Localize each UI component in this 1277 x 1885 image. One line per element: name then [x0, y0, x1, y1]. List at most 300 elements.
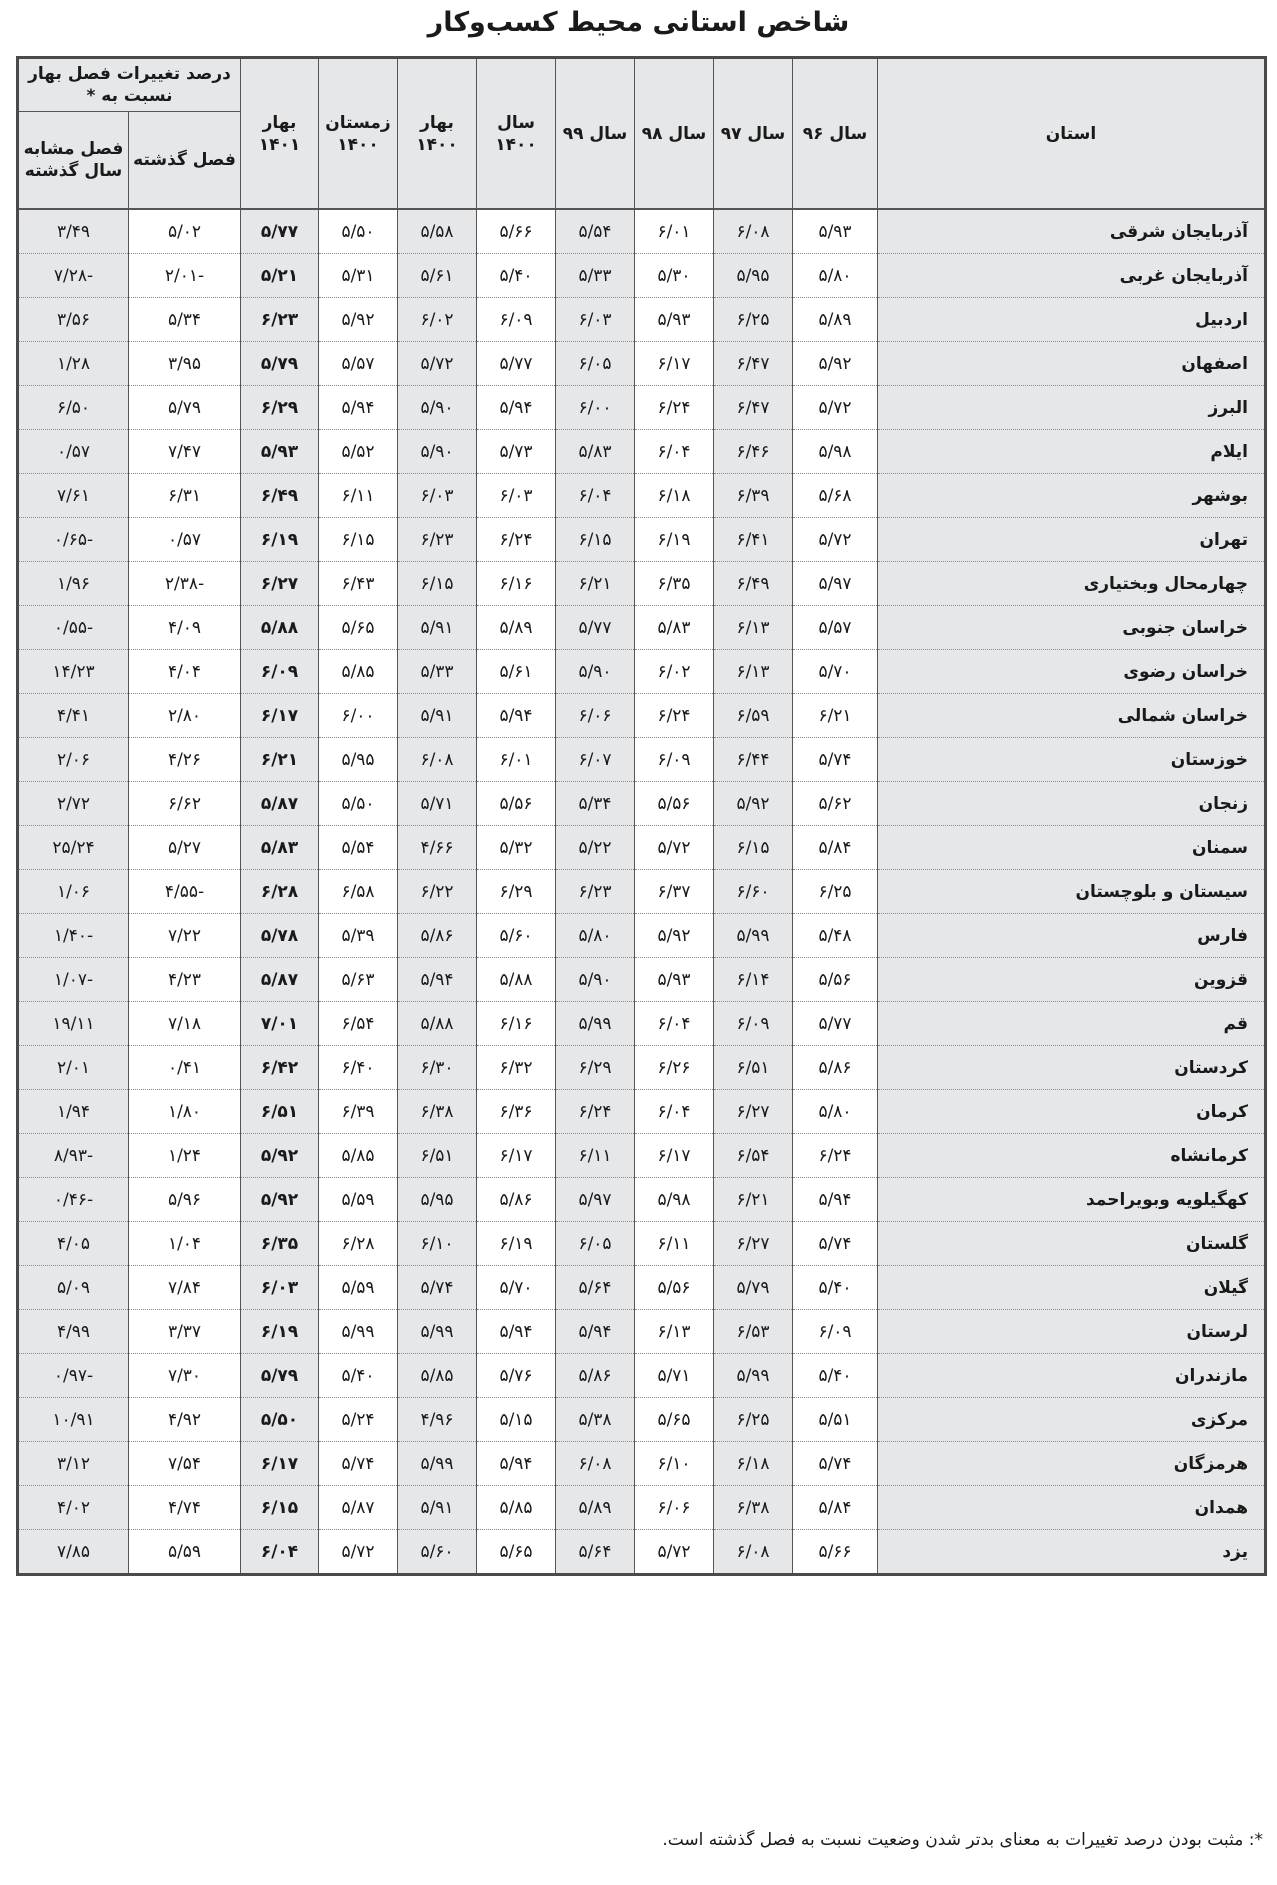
table-row: [18, 298, 1266, 342]
cell-year-99: ۶/۰۰: [556, 386, 635, 430]
cell-year-96: ۶/۰۹: [793, 1310, 878, 1354]
header-year-1400: سال ۱۴۰۰: [477, 58, 556, 210]
table-row: [18, 474, 1266, 518]
cell-winter-1400: ۶/۵۴: [319, 1002, 398, 1046]
cell-province: قزوین: [878, 958, 1266, 1002]
cell-year-96: ۵/۶۲: [793, 782, 878, 826]
cell-prev-season-change: ۱/۸۰: [129, 1090, 241, 1134]
cell-spring-1401: ۵/۷۸: [241, 914, 319, 958]
cell-year-96: ۶/۲۴: [793, 1134, 878, 1178]
cell-year-98: ۶/۱۳: [635, 1310, 714, 1354]
cell-year-97: ۶/۱۴: [714, 958, 793, 1002]
cell-year-98: ۵/۷۲: [635, 826, 714, 870]
table-row: [18, 606, 1266, 650]
cell-year-97: ۶/۴۴: [714, 738, 793, 782]
cell-prev-season-change: ۷/۳۰: [129, 1354, 241, 1398]
header-winter-1400: زمستان ۱۴۰۰: [319, 58, 398, 210]
cell-year-99: ۶/۰۴: [556, 474, 635, 518]
cell-year-1400: ۶/۱۷: [477, 1134, 556, 1178]
cell-year-1400: ۵/۶۱: [477, 650, 556, 694]
cell-winter-1400: ۵/۶۳: [319, 958, 398, 1002]
cell-same-season-change: ۷/۸۵: [18, 1530, 129, 1575]
cell-spring-1400: ۴/۹۶: [398, 1398, 477, 1442]
cell-spring-1401: ۵/۷۹: [241, 1354, 319, 1398]
cell-province: کردستان: [878, 1046, 1266, 1090]
cell-year-96: ۵/۵۶: [793, 958, 878, 1002]
cell-year-1400: ۶/۲۴: [477, 518, 556, 562]
table-row: [18, 694, 1266, 738]
cell-year-99: ۶/۲۴: [556, 1090, 635, 1134]
cell-spring-1400: ۵/۷۱: [398, 782, 477, 826]
cell-year-96: ۵/۹۷: [793, 562, 878, 606]
cell-spring-1400: ۶/۳۸: [398, 1090, 477, 1134]
cell-year-96: ۵/۹۲: [793, 342, 878, 386]
cell-year-1400: ۵/۷۷: [477, 342, 556, 386]
table-row: [18, 342, 1266, 386]
cell-year-97: ۶/۰۸: [714, 1530, 793, 1575]
cell-spring-1401: ۵/۹۲: [241, 1134, 319, 1178]
table-row: [18, 1354, 1266, 1398]
cell-spring-1400: ۶/۵۱: [398, 1134, 477, 1178]
table-row: [18, 870, 1266, 914]
cell-year-1400: ۶/۰۹: [477, 298, 556, 342]
header-prev-season: فصل گذشته: [129, 112, 241, 210]
cell-year-97: ۶/۴۶: [714, 430, 793, 474]
cell-year-98: ۵/۸۳: [635, 606, 714, 650]
table-row: [18, 782, 1266, 826]
cell-spring-1401: ۶/۲۱: [241, 738, 319, 782]
cell-year-98: ۵/۷۲: [635, 1530, 714, 1575]
cell-prev-season-change: ۱/۰۴: [129, 1222, 241, 1266]
cell-year-98: ۵/۹۲: [635, 914, 714, 958]
table-row: [18, 1046, 1266, 1090]
cell-spring-1400: ۵/۹۰: [398, 430, 477, 474]
cell-spring-1401: ۶/۴۲: [241, 1046, 319, 1090]
cell-year-96: ۵/۸۰: [793, 1090, 878, 1134]
cell-year-1400: ۵/۵۶: [477, 782, 556, 826]
cell-winter-1400: ۵/۵۹: [319, 1266, 398, 1310]
cell-same-season-change: ۱/۹۴: [18, 1090, 129, 1134]
cell-province: فارس: [878, 914, 1266, 958]
cell-year-96: ۵/۷۴: [793, 738, 878, 782]
cell-winter-1400: ۵/۳۱: [319, 254, 398, 298]
cell-prev-season-change: ۷/۲۲: [129, 914, 241, 958]
cell-province: لرستان: [878, 1310, 1266, 1354]
cell-prev-season-change: ۵/۳۴: [129, 298, 241, 342]
cell-year-97: ۶/۲۷: [714, 1090, 793, 1134]
cell-year-98: ۶/۱۸: [635, 474, 714, 518]
cell-spring-1401: ۶/۲۷: [241, 562, 319, 606]
cell-year-1400: ۵/۸۸: [477, 958, 556, 1002]
cell-spring-1400: ۶/۰۲: [398, 298, 477, 342]
cell-winter-1400: ۵/۴۰: [319, 1354, 398, 1398]
cell-year-97: ۶/۵۳: [714, 1310, 793, 1354]
cell-year-99: ۵/۹۰: [556, 650, 635, 694]
province-index-table: [16, 56, 1267, 1576]
header-year-99: سال ۹۹: [556, 58, 635, 210]
cell-year-1400: ۵/۶۶: [477, 209, 556, 254]
cell-year-96: ۵/۴۰: [793, 1266, 878, 1310]
cell-spring-1401: ۶/۱۷: [241, 694, 319, 738]
cell-year-99: ۶/۱۱: [556, 1134, 635, 1178]
cell-year-99: ۶/۲۳: [556, 870, 635, 914]
table-row: [18, 1442, 1266, 1486]
cell-winter-1400: ۵/۵۰: [319, 209, 398, 254]
cell-year-96: ۵/۶۶: [793, 1530, 878, 1575]
cell-year-99: ۵/۹۰: [556, 958, 635, 1002]
cell-year-1400: ۵/۳۲: [477, 826, 556, 870]
cell-spring-1400: ۵/۸۸: [398, 1002, 477, 1046]
cell-winter-1400: ۶/۴۳: [319, 562, 398, 606]
cell-year-99: ۵/۸۹: [556, 1486, 635, 1530]
cell-year-99: ۵/۹۹: [556, 1002, 635, 1046]
cell-prev-season-change: ۵/۲۷: [129, 826, 241, 870]
cell-year-96: ۵/۶۸: [793, 474, 878, 518]
cell-same-season-change: ۵/۰۹: [18, 1266, 129, 1310]
cell-year-1400: ۶/۰۱: [477, 738, 556, 782]
cell-year-1400: ۵/۸۶: [477, 1178, 556, 1222]
cell-prev-season-change: -۴/۵۵: [129, 870, 241, 914]
cell-winter-1400: ۵/۲۴: [319, 1398, 398, 1442]
cell-spring-1401: ۶/۱۷: [241, 1442, 319, 1486]
cell-province: هرمزگان: [878, 1442, 1266, 1486]
cell-year-1400: ۵/۷۶: [477, 1354, 556, 1398]
cell-year-98: ۶/۰۱: [635, 209, 714, 254]
cell-year-99: ۵/۳۸: [556, 1398, 635, 1442]
cell-year-96: ۵/۴۰: [793, 1354, 878, 1398]
cell-prev-season-change: ۰/۵۷: [129, 518, 241, 562]
cell-same-season-change: ۱/۹۶: [18, 562, 129, 606]
cell-year-1400: ۶/۳۶: [477, 1090, 556, 1134]
cell-spring-1400: ۵/۹۰: [398, 386, 477, 430]
cell-prev-season-change: ۳/۹۵: [129, 342, 241, 386]
cell-province: تهران: [878, 518, 1266, 562]
cell-prev-season-change: ۷/۱۸: [129, 1002, 241, 1046]
cell-same-season-change: ۱/۰۶: [18, 870, 129, 914]
cell-spring-1401: ۶/۲۸: [241, 870, 319, 914]
table-row: [18, 430, 1266, 474]
cell-winter-1400: ۵/۳۹: [319, 914, 398, 958]
cell-year-1400: ۵/۷۰: [477, 1266, 556, 1310]
cell-same-season-change: ۱۹/۱۱: [18, 1002, 129, 1046]
cell-spring-1401: ۶/۲۳: [241, 298, 319, 342]
cell-year-99: ۶/۰۷: [556, 738, 635, 782]
cell-province: چهارمحال وبختیاری: [878, 562, 1266, 606]
cell-spring-1401: ۵/۸۷: [241, 782, 319, 826]
cell-year-97: ۵/۷۹: [714, 1266, 793, 1310]
table-row: [18, 1222, 1266, 1266]
cell-winter-1400: ۵/۹۵: [319, 738, 398, 782]
cell-year-98: ۵/۹۳: [635, 958, 714, 1002]
cell-same-season-change: ۶/۵۰: [18, 386, 129, 430]
table-row: [18, 650, 1266, 694]
cell-spring-1400: ۶/۱۰: [398, 1222, 477, 1266]
cell-year-97: ۶/۱۳: [714, 650, 793, 694]
cell-prev-season-change: ۷/۵۴: [129, 1442, 241, 1486]
cell-same-season-change: -۷/۲۸: [18, 254, 129, 298]
cell-spring-1401: ۶/۳۵: [241, 1222, 319, 1266]
cell-spring-1400: ۶/۲۲: [398, 870, 477, 914]
cell-spring-1400: ۴/۶۶: [398, 826, 477, 870]
cell-year-97: ۶/۴۱: [714, 518, 793, 562]
cell-winter-1400: ۶/۵۸: [319, 870, 398, 914]
cell-prev-season-change: ۴/۰۴: [129, 650, 241, 694]
cell-year-98: ۶/۰۴: [635, 1002, 714, 1046]
cell-spring-1401: ۶/۰۹: [241, 650, 319, 694]
table-row: [18, 738, 1266, 782]
cell-same-season-change: -۰/۹۷: [18, 1354, 129, 1398]
cell-year-1400: ۶/۰۳: [477, 474, 556, 518]
cell-year-99: ۵/۳۴: [556, 782, 635, 826]
cell-year-98: ۵/۵۶: [635, 782, 714, 826]
cell-year-99: ۵/۶۴: [556, 1266, 635, 1310]
cell-province: اردبیل: [878, 298, 1266, 342]
cell-province: البرز: [878, 386, 1266, 430]
cell-year-97: ۶/۲۵: [714, 1398, 793, 1442]
cell-year-99: ۵/۳۳: [556, 254, 635, 298]
table-body: [18, 209, 1266, 1575]
cell-year-99: ۵/۸۶: [556, 1354, 635, 1398]
cell-province: ایلام: [878, 430, 1266, 474]
cell-province: خراسان شمالی: [878, 694, 1266, 738]
table-row: [18, 826, 1266, 870]
cell-province: کرمانشاه: [878, 1134, 1266, 1178]
cell-spring-1400: ۶/۰۳: [398, 474, 477, 518]
cell-year-97: ۶/۰۹: [714, 1002, 793, 1046]
cell-spring-1400: ۵/۹۱: [398, 1486, 477, 1530]
cell-winter-1400: ۶/۰۰: [319, 694, 398, 738]
cell-year-96: ۵/۷۲: [793, 386, 878, 430]
cell-year-1400: ۶/۲۹: [477, 870, 556, 914]
cell-province: کرمان: [878, 1090, 1266, 1134]
cell-year-96: ۵/۸۶: [793, 1046, 878, 1090]
cell-winter-1400: ۵/۷۴: [319, 1442, 398, 1486]
table-row: [18, 386, 1266, 430]
cell-year-98: ۶/۳۷: [635, 870, 714, 914]
cell-prev-season-change: ۵/۵۹: [129, 1530, 241, 1575]
cell-winter-1400: ۵/۹۴: [319, 386, 398, 430]
cell-spring-1400: ۵/۶۰: [398, 1530, 477, 1575]
cell-year-97: ۶/۵۹: [714, 694, 793, 738]
header-year-97: سال ۹۷: [714, 58, 793, 210]
cell-same-season-change: ۴/۰۲: [18, 1486, 129, 1530]
cell-province: آذربایجان غربی: [878, 254, 1266, 298]
cell-year-99: ۶/۰۳: [556, 298, 635, 342]
cell-year-97: ۵/۹۹: [714, 914, 793, 958]
table-row: [18, 1178, 1266, 1222]
cell-year-1400: ۵/۹۴: [477, 1310, 556, 1354]
cell-prev-season-change: ۱/۲۴: [129, 1134, 241, 1178]
cell-year-96: ۵/۷۴: [793, 1222, 878, 1266]
cell-year-98: ۶/۳۵: [635, 562, 714, 606]
cell-year-99: ۵/۷۷: [556, 606, 635, 650]
cell-prev-season-change: ۴/۹۲: [129, 1398, 241, 1442]
cell-same-season-change: -۸/۹۳: [18, 1134, 129, 1178]
cell-year-96: ۵/۷۰: [793, 650, 878, 694]
table-row: [18, 1398, 1266, 1442]
table-row: [18, 1266, 1266, 1310]
cell-year-98: ۶/۰۹: [635, 738, 714, 782]
cell-year-96: ۵/۹۳: [793, 209, 878, 254]
cell-province: کهگیلویه وبویراحمد: [878, 1178, 1266, 1222]
cell-year-98: ۵/۷۱: [635, 1354, 714, 1398]
cell-spring-1400: ۵/۵۸: [398, 209, 477, 254]
cell-year-96: ۵/۸۴: [793, 1486, 878, 1530]
cell-year-97: ۶/۳۹: [714, 474, 793, 518]
cell-year-1400: ۵/۸۹: [477, 606, 556, 650]
cell-spring-1400: ۵/۹۱: [398, 694, 477, 738]
cell-year-99: ۵/۶۴: [556, 1530, 635, 1575]
table-row: [18, 914, 1266, 958]
cell-prev-season-change: ۲/۸۰: [129, 694, 241, 738]
cell-winter-1400: ۶/۱۵: [319, 518, 398, 562]
cell-spring-1400: ۶/۲۳: [398, 518, 477, 562]
cell-year-96: ۵/۸۴: [793, 826, 878, 870]
cell-same-season-change: ۲۵/۲۴: [18, 826, 129, 870]
cell-year-1400: ۵/۴۰: [477, 254, 556, 298]
cell-year-97: ۶/۴۷: [714, 386, 793, 430]
cell-same-season-change: ۲/۰۶: [18, 738, 129, 782]
cell-winter-1400: ۵/۸۵: [319, 650, 398, 694]
table-row: [18, 1090, 1266, 1134]
cell-spring-1401: ۶/۴۹: [241, 474, 319, 518]
cell-year-96: ۵/۹۸: [793, 430, 878, 474]
cell-winter-1400: ۶/۲۸: [319, 1222, 398, 1266]
cell-prev-season-change: ۴/۲۳: [129, 958, 241, 1002]
cell-year-99: ۵/۸۰: [556, 914, 635, 958]
cell-winter-1400: ۶/۱۱: [319, 474, 398, 518]
cell-year-96: ۶/۲۵: [793, 870, 878, 914]
cell-spring-1401: ۶/۲۹: [241, 386, 319, 430]
cell-year-98: ۶/۱۰: [635, 1442, 714, 1486]
cell-spring-1401: ۷/۰۱: [241, 1002, 319, 1046]
cell-year-96: ۵/۸۹: [793, 298, 878, 342]
cell-winter-1400: ۵/۵۷: [319, 342, 398, 386]
cell-province: گلستان: [878, 1222, 1266, 1266]
cell-year-98: ۵/۹۸: [635, 1178, 714, 1222]
cell-prev-season-change: ۶/۳۱: [129, 474, 241, 518]
cell-year-98: ۶/۰۶: [635, 1486, 714, 1530]
cell-spring-1400: ۵/۹۱: [398, 606, 477, 650]
cell-year-97: ۵/۹۹: [714, 1354, 793, 1398]
cell-year-97: ۶/۰۸: [714, 209, 793, 254]
cell-year-99: ۵/۸۳: [556, 430, 635, 474]
page-title: شاخص استانی محیط کسب‌وکار: [427, 7, 850, 38]
cell-year-97: ۶/۲۷: [714, 1222, 793, 1266]
cell-year-1400: ۶/۱۹: [477, 1222, 556, 1266]
header-change-group: درصد تغییرات فصل بهار نسبت به *: [18, 58, 241, 112]
cell-spring-1401: ۶/۱۵: [241, 1486, 319, 1530]
cell-same-season-change: -۰/۵۵: [18, 606, 129, 650]
cell-spring-1401: ۵/۲۱: [241, 254, 319, 298]
cell-same-season-change: ۱۴/۲۳: [18, 650, 129, 694]
cell-year-99: ۶/۰۸: [556, 1442, 635, 1486]
cell-spring-1401: ۶/۰۴: [241, 1530, 319, 1575]
cell-year-98: ۶/۰۴: [635, 430, 714, 474]
table-row: [18, 518, 1266, 562]
cell-year-98: ۶/۲۴: [635, 386, 714, 430]
cell-year-96: ۵/۷۲: [793, 518, 878, 562]
cell-same-season-change: ۳/۵۶: [18, 298, 129, 342]
cell-spring-1401: ۵/۸۷: [241, 958, 319, 1002]
cell-year-99: ۶/۱۵: [556, 518, 635, 562]
cell-winter-1400: ۵/۹۲: [319, 298, 398, 342]
cell-year-98: ۶/۲۶: [635, 1046, 714, 1090]
cell-year-1400: ۵/۹۴: [477, 694, 556, 738]
table-row: [18, 1530, 1266, 1575]
cell-year-97: ۶/۲۵: [714, 298, 793, 342]
cell-spring-1400: ۵/۷۴: [398, 1266, 477, 1310]
cell-spring-1401: ۵/۷۹: [241, 342, 319, 386]
cell-prev-season-change: ۰/۴۱: [129, 1046, 241, 1090]
cell-same-season-change: ۲/۰۱: [18, 1046, 129, 1090]
cell-year-96: ۶/۲۱: [793, 694, 878, 738]
cell-year-98: ۶/۰۴: [635, 1090, 714, 1134]
cell-year-97: ۶/۱۳: [714, 606, 793, 650]
cell-same-season-change: ۳/۱۲: [18, 1442, 129, 1486]
cell-province: خراسان جنوبی: [878, 606, 1266, 650]
cell-province: مازندران: [878, 1354, 1266, 1398]
table-row: [18, 1486, 1266, 1530]
cell-province: خوزستان: [878, 738, 1266, 782]
cell-spring-1400: ۶/۰۸: [398, 738, 477, 782]
cell-spring-1401: ۵/۸۳: [241, 826, 319, 870]
cell-province: آذربایجان شرقی: [878, 209, 1266, 254]
cell-year-99: ۵/۹۷: [556, 1178, 635, 1222]
cell-spring-1400: ۵/۶۱: [398, 254, 477, 298]
cell-spring-1400: ۵/۹۹: [398, 1442, 477, 1486]
cell-same-season-change: ۰/۵۷: [18, 430, 129, 474]
cell-year-96: ۵/۴۸: [793, 914, 878, 958]
cell-spring-1401: ۵/۹۳: [241, 430, 319, 474]
cell-year-98: ۶/۰۲: [635, 650, 714, 694]
cell-prev-season-change: ۴/۲۶: [129, 738, 241, 782]
header-year-98: سال ۹۸: [635, 58, 714, 210]
cell-year-99: ۵/۵۴: [556, 209, 635, 254]
cell-province: یزد: [878, 1530, 1266, 1575]
cell-winter-1400: ۵/۵۹: [319, 1178, 398, 1222]
cell-year-99: ۵/۹۴: [556, 1310, 635, 1354]
cell-spring-1400: ۵/۹۹: [398, 1310, 477, 1354]
cell-spring-1400: ۵/۳۳: [398, 650, 477, 694]
cell-year-1400: ۵/۸۵: [477, 1486, 556, 1530]
cell-year-99: ۵/۲۲: [556, 826, 635, 870]
cell-year-1400: ۵/۱۵: [477, 1398, 556, 1442]
cell-year-98: ۶/۱۹: [635, 518, 714, 562]
cell-year-96: ۵/۵۷: [793, 606, 878, 650]
cell-spring-1401: ۶/۰۳: [241, 1266, 319, 1310]
cell-year-97: ۶/۶۰: [714, 870, 793, 914]
header-province: استان: [878, 58, 1266, 210]
cell-winter-1400: ۶/۴۰: [319, 1046, 398, 1090]
cell-prev-season-change: -۲/۳۸: [129, 562, 241, 606]
header-same-season-last-year: فصل مشابه سال گذشته: [18, 112, 129, 210]
cell-spring-1400: ۵/۸۵: [398, 1354, 477, 1398]
table-row: [18, 254, 1266, 298]
cell-same-season-change: ۴/۹۹: [18, 1310, 129, 1354]
cell-year-97: ۶/۴۹: [714, 562, 793, 606]
cell-prev-season-change: ۵/۰۲: [129, 209, 241, 254]
cell-spring-1401: ۶/۱۹: [241, 518, 319, 562]
cell-same-season-change: -۱/۰۷: [18, 958, 129, 1002]
cell-same-season-change: ۴/۴۱: [18, 694, 129, 738]
cell-year-98: ۶/۱۷: [635, 1134, 714, 1178]
cell-prev-season-change: ۶/۶۲: [129, 782, 241, 826]
table-row: [18, 958, 1266, 1002]
header-spring-1401: بهار ۱۴۰۱: [241, 58, 319, 210]
cell-same-season-change: -۰/۶۵: [18, 518, 129, 562]
cell-same-season-change: -۰/۴۶: [18, 1178, 129, 1222]
